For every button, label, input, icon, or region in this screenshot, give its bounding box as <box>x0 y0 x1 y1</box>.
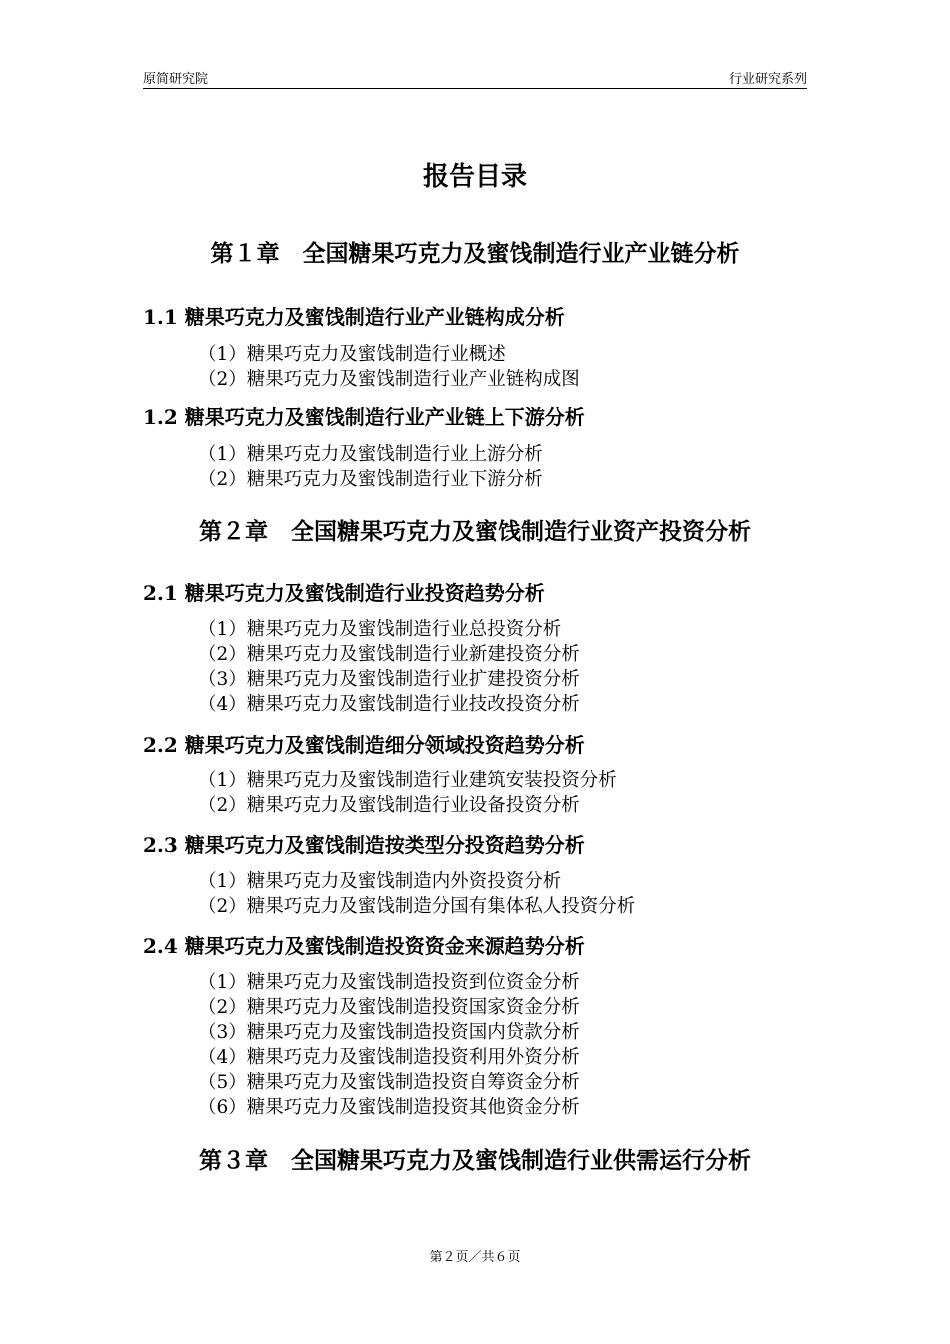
toc-item: （6）糖果巧克力及蜜饯制造投资其他资金分析 <box>198 1097 580 1118</box>
page-footer: 第２页／共６页 <box>429 1250 521 1265</box>
section-heading: 1.1 糖果巧克力及蜜饯制造行业产业链构成分析 <box>143 305 565 329</box>
toc-item: （2）糖果巧克力及蜜饯制造行业产业链构成图 <box>198 369 580 390</box>
toc-item: （3）糖果巧克力及蜜饯制造行业扩建投资分析 <box>198 669 580 690</box>
toc-item: （1）糖果巧克力及蜜饯制造行业概述 <box>198 344 506 365</box>
chapter-heading: 第１章 全国糖果巧克力及蜜饯制造行业产业链分析 <box>210 240 740 267</box>
toc-item: （2）糖果巧克力及蜜饯制造投资国家资金分析 <box>198 997 580 1018</box>
section-heading: 2.2 糖果巧克力及蜜饯制造细分领域投资趋势分析 <box>143 733 585 757</box>
toc-item: （4）糖果巧克力及蜜饯制造行业技改投资分析 <box>198 694 580 715</box>
toc-item: （2）糖果巧克力及蜜饯制造行业新建投资分析 <box>198 644 580 665</box>
page-header <box>143 68 807 89</box>
chapter-heading: 第２章 全国糖果巧克力及蜜饯制造行业资产投资分析 <box>199 518 751 545</box>
toc-item: （1）糖果巧克力及蜜饯制造行业上游分析 <box>198 444 543 465</box>
toc-item: （1）糖果巧克力及蜜饯制造行业建筑安装投资分析 <box>198 770 617 791</box>
section-heading: 2.4 糖果巧克力及蜜饯制造投资资金来源趋势分析 <box>143 934 585 958</box>
toc-item: （2）糖果巧克力及蜜饯制造行业下游分析 <box>198 469 543 490</box>
toc-item: （1）糖果巧克力及蜜饯制造内外资投资分析 <box>198 871 562 892</box>
toc-item: （5）糖果巧克力及蜜饯制造投资自筹资金分析 <box>198 1072 580 1093</box>
toc-item: （3）糖果巧克力及蜜饯制造投资国内贷款分析 <box>198 1022 580 1043</box>
toc-item: （1）糖果巧克力及蜜饯制造行业总投资分析 <box>198 619 562 640</box>
header-series: 行业研究系列 <box>728 72 807 87</box>
chapter-heading: 第３章 全国糖果巧克力及蜜饯制造行业供需运行分析 <box>199 1147 751 1174</box>
toc-item: （4）糖果巧克力及蜜饯制造投资利用外资分析 <box>198 1047 580 1068</box>
toc-item: （1）糖果巧克力及蜜饯制造投资到位资金分析 <box>198 972 580 993</box>
section-heading: 2.1 糖果巧克力及蜜饯制造行业投资趋势分析 <box>143 581 545 605</box>
section-heading: 2.3 糖果巧克力及蜜饯制造按类型分投资趋势分析 <box>143 833 585 857</box>
toc-item: （2）糖果巧克力及蜜饯制造行业设备投资分析 <box>198 795 580 816</box>
page-title: 报告目录 <box>422 162 527 192</box>
header-org: 原简研究院 <box>143 72 209 87</box>
section-heading: 1.2 糖果巧克力及蜜饯制造行业产业链上下游分析 <box>143 405 585 429</box>
toc-item: （2）糖果巧克力及蜜饯制造分国有集体私人投资分析 <box>198 896 636 917</box>
